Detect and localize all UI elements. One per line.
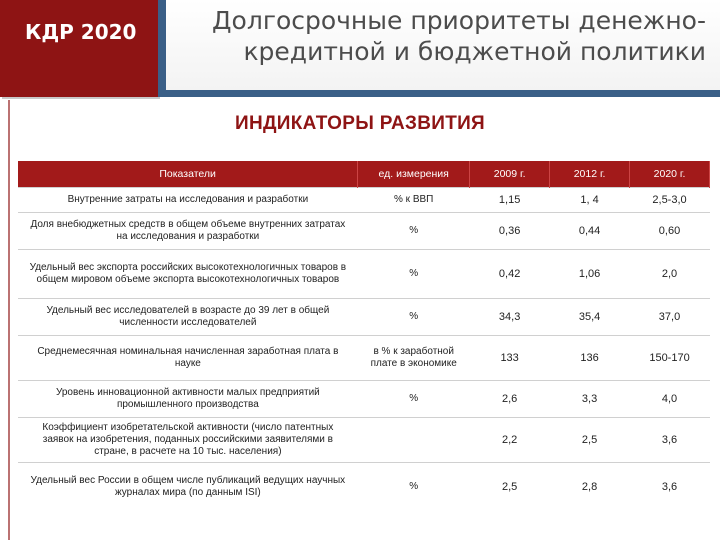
unit-cell: % (358, 299, 470, 336)
indicator-cell: Удельный вес экспорта российских высокотехнологичных товаров в общем мировом объеме экспорта высокотехнологичных товаров (18, 250, 358, 299)
table-row (18, 418, 710, 463)
value-2012-cell: 35,4 (550, 299, 630, 336)
indicator-cell: Доля внебюджетных средств в общем объеме внутренних затратах на исследования и разработки (18, 213, 358, 250)
table-row (18, 188, 710, 213)
table-row (18, 336, 710, 381)
header-2012: 2012 г. (550, 161, 630, 188)
value-2020-cell: 0,60 (630, 213, 710, 250)
table-row (18, 381, 710, 418)
indicator-cell: Удельный вес исследователей в возрасте до 39 лет в общей численности исследователей (18, 299, 358, 336)
value-2012-cell: 1, 4 (550, 188, 630, 213)
indicators-table (18, 161, 710, 511)
table-header-row (18, 161, 710, 188)
unit-cell: в % к заработной плате в экономике (358, 336, 470, 381)
indicator-cell: Коэффициент изобретательской активности (число патентных заявок на изобретения, поданных российскими заявителями в стране, в расчете на 10 тыс. населения) (18, 418, 358, 463)
table-row (18, 299, 710, 336)
slide-title: Долгосрочные приоритеты денежно-кредитной и бюджетной политики (212, 6, 706, 66)
value-2020-cell: 4,0 (630, 381, 710, 418)
table-row (18, 463, 710, 512)
value-2012-cell: 136 (550, 336, 630, 381)
value-2009-cell: 0,36 (470, 213, 550, 250)
header-2009: 2009 г. (470, 161, 550, 188)
value-2020-cell: 150-170 (630, 336, 710, 381)
value-2012-cell: 0,44 (550, 213, 630, 250)
header-unit: ед. измерения (358, 161, 470, 188)
kdr-badge (0, 0, 158, 97)
table-row (18, 213, 710, 250)
unit-cell: % (358, 250, 470, 299)
value-2020-cell: 3,6 (630, 463, 710, 512)
table-row (18, 250, 710, 299)
unit-cell: % (358, 463, 470, 512)
value-2020-cell: 2,0 (630, 250, 710, 299)
value-2020-cell: 37,0 (630, 299, 710, 336)
value-2020-cell: 3,6 (630, 418, 710, 463)
unit-cell: % к ВВП (358, 188, 470, 213)
value-2020-cell: 2,5-3,0 (630, 188, 710, 213)
indicator-cell: Внутренние затраты на исследования и разработки (18, 188, 358, 213)
value-2009-cell: 133 (470, 336, 550, 381)
value-2009-cell: 34,3 (470, 299, 550, 336)
indicator-cell: Уровень инновационной активности малых предприятий промышленного производства (18, 381, 358, 418)
value-2009-cell: 2,6 (470, 381, 550, 418)
unit-cell (358, 418, 470, 463)
value-2009-cell: 2,5 (470, 463, 550, 512)
unit-cell: % (358, 213, 470, 250)
slide-subtitle: ИНДИКАТОРЫ РАЗВИТИЯ (234, 113, 486, 134)
value-2009-cell: 2,2 (470, 418, 550, 463)
value-2012-cell: 2,8 (550, 463, 630, 512)
indicator-cell: Среднемесячная номинальная начисленная заработная плата в науке (18, 336, 358, 381)
side-divider (8, 100, 10, 540)
value-2012-cell: 2,5 (550, 418, 630, 463)
header-indicator: Показатели (18, 161, 358, 188)
value-2012-cell: 1,06 (550, 250, 630, 299)
value-2009-cell: 0,42 (470, 250, 550, 299)
value-2012-cell: 3,3 (550, 381, 630, 418)
badge-label: КДР 2020 (25, 20, 137, 44)
value-2009-cell: 1,15 (470, 188, 550, 213)
unit-cell: % (358, 381, 470, 418)
indicator-cell: Удельный вес России в общем числе публикаций ведущих научных журналах мира (по данным ISI) (18, 463, 358, 512)
header-2020: 2020 г. (630, 161, 710, 188)
